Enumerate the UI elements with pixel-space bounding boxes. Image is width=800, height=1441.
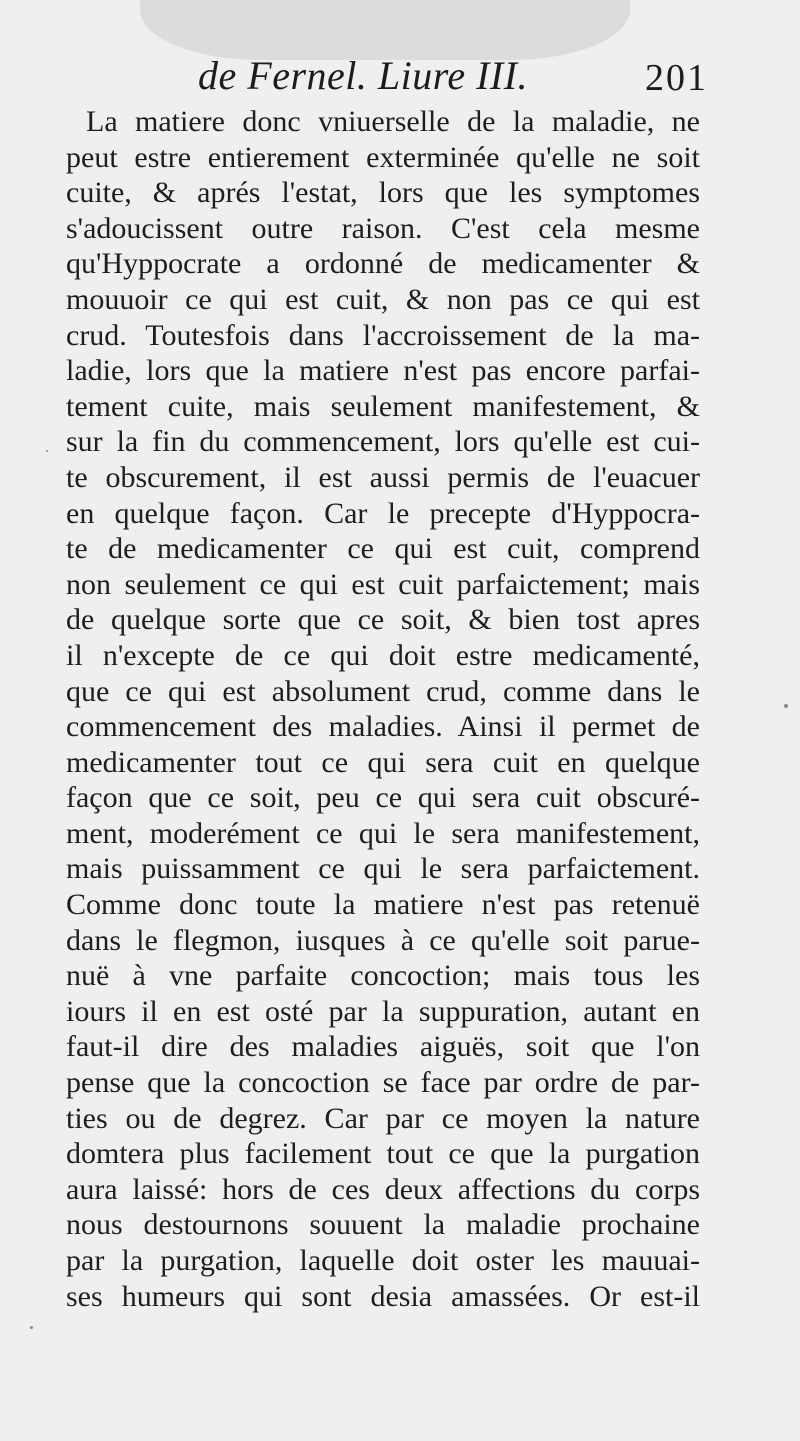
text-line: crud. Toutesfois dans l'accroissement de la ma- <box>66 318 700 352</box>
text-line: ties ou de degrez. Car par ce moyen la nature <box>66 1101 700 1135</box>
page-header <box>0 46 800 102</box>
text-line: sur la fin du commencement, lors qu'elle est cui- <box>66 425 700 459</box>
page-number: 201 <box>645 57 708 99</box>
text-line: te de medicamenter ce qui est cuit, comprend <box>66 532 700 566</box>
text-line: non seulement ce qui est cuit parfaictement; mais <box>66 567 700 601</box>
text-line: nuë à vne parfaite concoction; mais tous les <box>66 959 700 993</box>
text-line: ses humeurs qui sont desia amassées. Or est-il <box>66 1279 700 1313</box>
text-line: mouuoir ce qui est cuit, & non pas ce qui est <box>66 282 700 316</box>
text-line: dans le flegmon, iusques à ce qu'elle soit parue- <box>66 923 700 957</box>
paper-speck <box>46 450 48 452</box>
text-line: faut-il dire des maladies aiguës, soit que l'on <box>66 1030 700 1064</box>
text-line: il n'excepte de ce qui doit estre medicamenté, <box>66 638 700 672</box>
text-line: qu'Hyppocrate a ordonné de medicamenter & <box>66 247 700 281</box>
text-line: façon que ce soit, peu ce qui sera cuit obscuré- <box>66 781 700 815</box>
text-line: La matiere donc vniuerselle de la maladie, ne <box>86 105 700 138</box>
text-line: que ce qui est absolument crud, comme dans le <box>66 674 700 708</box>
text-line: nous destournons souuent la maladie prochaine <box>66 1208 700 1242</box>
text-line: iours il en est osté par la suppuration, autant en <box>66 994 700 1028</box>
text-line: medicamenter tout ce qui sera cuit en quelque <box>66 745 700 779</box>
text-line: pense que la concoction se face par ordre de par- <box>66 1066 700 1100</box>
text-line: de quelque sorte que ce soit, & bien tost apres <box>66 603 700 637</box>
text-line: en quelque façon. Car le precepte d'Hyppocra- <box>66 496 700 530</box>
body-text <box>66 104 700 1314</box>
text-line: domtera plus facilement tout ce que la purgation <box>66 1137 700 1171</box>
text-line: ment, moderément ce qui le sera manifestement, <box>66 816 700 850</box>
text-line: s'adoucissent outre raison. C'est cela mesme <box>66 211 700 245</box>
text-line: Comme donc toute la matiere n'est pas retenuë <box>66 888 700 922</box>
running-title: de Fernel. Liure III. <box>198 53 529 98</box>
text-line: mais puissamment ce qui le sera parfaictement. <box>66 852 700 886</box>
text-line: commencement des maladies. Ainsi il permet de <box>66 710 700 744</box>
text-line: aura laissé: hors de ces deux affections du corps <box>66 1172 700 1206</box>
text-line: te obscurement, il est aussi permis de l'euacuer <box>66 460 700 494</box>
text-line: peut estre entierement exterminée qu'elle ne soit <box>66 140 700 174</box>
text-line: ladie, lors que la matiere n'est pas encore parfai- <box>66 354 700 388</box>
text-line: cuite, & aprés l'estat, lors que les symptomes <box>66 176 700 210</box>
paper-speck <box>30 1326 33 1329</box>
paper-speck <box>784 704 788 708</box>
text-line: par la purgation, laquelle doit oster les mauuai- <box>66 1244 700 1277</box>
text-line: tement cuite, mais seulement manifestement, & <box>66 389 700 423</box>
